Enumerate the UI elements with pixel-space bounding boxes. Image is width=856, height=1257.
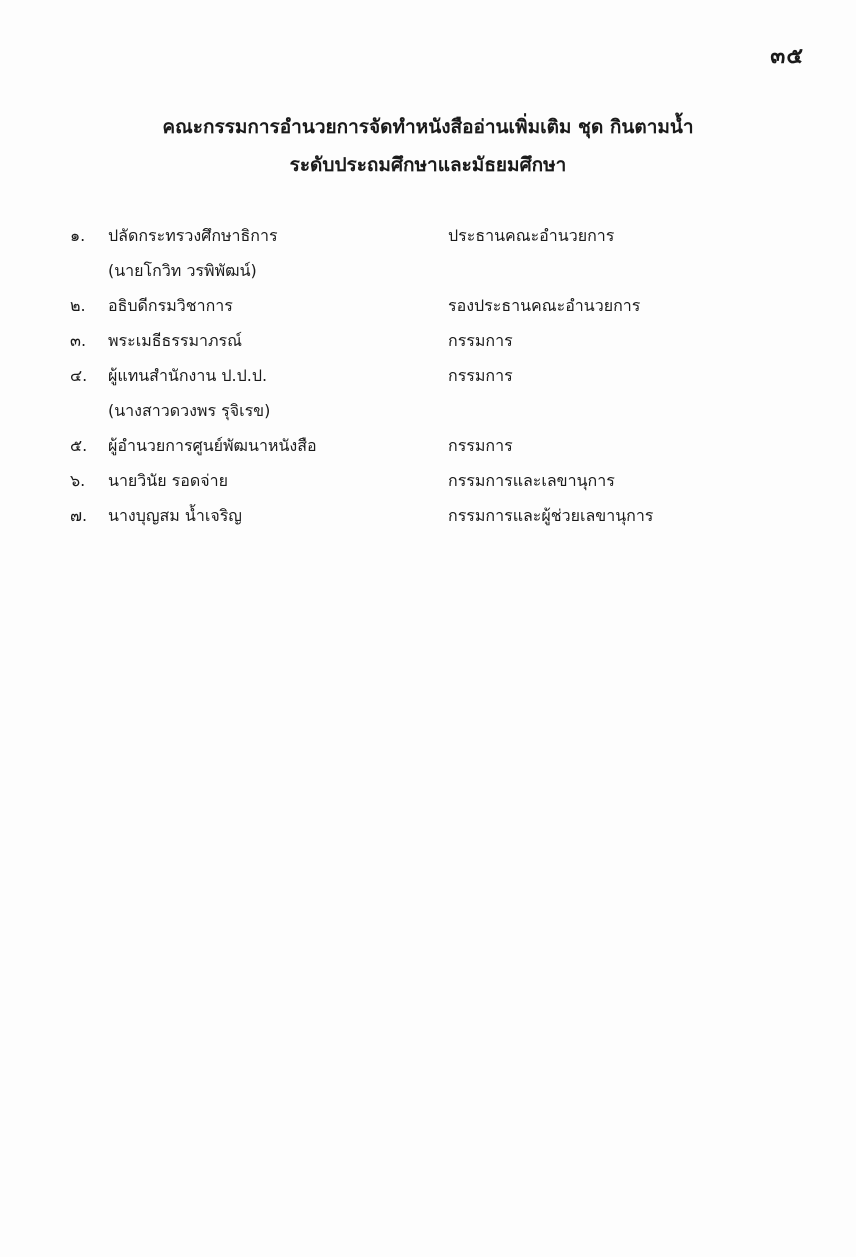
member-row (70, 358, 790, 428)
member-role: กรรมการและผู้ช่วยเลขานุการ (448, 506, 654, 525)
member-person-name: (นางสาวดวงพร รุจิเรข) (108, 401, 271, 420)
member-row (70, 463, 790, 498)
member-name: ผู้แทนสำนักงาน ป.ป.ป. (108, 366, 268, 385)
member-row (70, 323, 790, 358)
member-name-block (108, 218, 448, 288)
member-name: ผู้อำนวยการศูนย์พัฒนาหนังสือ (108, 436, 317, 455)
member-role: กรรมการและเลขานุการ (448, 471, 615, 490)
member-number: ๕. (70, 436, 88, 455)
member-name: นางบุญสม น้ำเจริญ (108, 506, 242, 525)
member-number: ๑. (70, 226, 86, 245)
member-row (70, 288, 790, 323)
document-title (0, 108, 856, 184)
title-line-2: ระดับประถมศึกษาและมัธยมศึกษา (289, 154, 567, 176)
member-number: ๔. (70, 366, 88, 385)
member-name: ปลัดกระทรวงศึกษาธิการ (108, 226, 278, 245)
member-number: ๒. (70, 296, 86, 315)
member-row (70, 218, 790, 288)
member-number: ๗. (70, 506, 88, 525)
member-name-block (108, 358, 448, 428)
member-row (70, 428, 790, 463)
member-role: รองประธานคณะอำนวยการ (448, 296, 641, 315)
member-role: กรรมการ (448, 366, 513, 385)
member-name: พระเมธีธรรมาภรณ์ (108, 331, 242, 350)
member-person-name: (นายโกวิท วรพิพัฒน์) (108, 261, 257, 280)
member-row (70, 498, 790, 533)
member-role: กรรมการ (448, 331, 513, 350)
title-line-1: คณะกรรมการอำนวยการจัดทำหนังสืออ่านเพิ่มเติม ชุด กินตามน้ำ (162, 116, 694, 138)
page-number: ๓๕ (770, 44, 804, 69)
member-number: ๓. (70, 331, 87, 350)
committee-member-list (70, 218, 790, 533)
member-role: กรรมการ (448, 436, 513, 455)
member-role: ประธานคณะอำนวยการ (448, 226, 615, 245)
member-number: ๖. (70, 471, 86, 490)
member-name: อธิบดีกรมวิชาการ (108, 296, 233, 315)
member-name: นายวินัย รอดจ่าย (108, 471, 229, 490)
